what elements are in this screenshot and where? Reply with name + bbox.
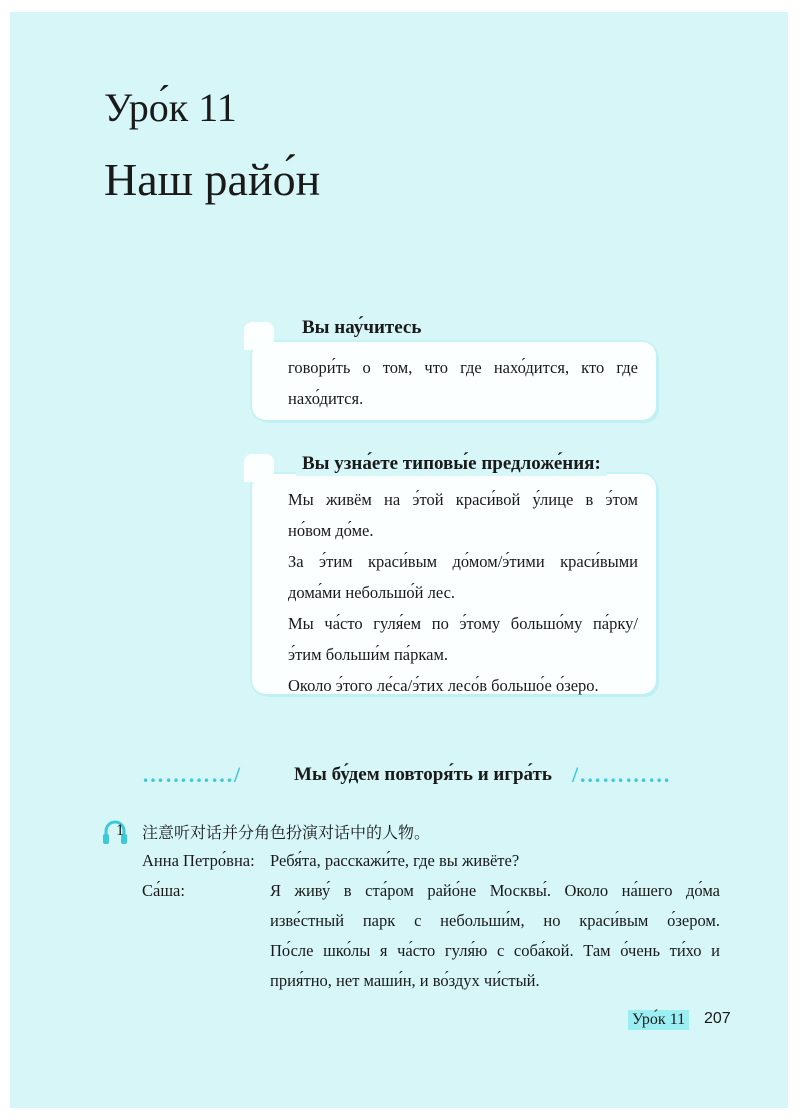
speech-line: прия́тно, нет маши́н, и во́здух чи́стый.: [270, 971, 540, 990]
lesson-title: Наш райо́н: [104, 154, 321, 205]
sentence-line: дома́ми небольшо́й лес.: [288, 583, 456, 602]
speech-text: [270, 846, 720, 876]
speech-line: Ребя́та, расскажи́те, где вы живёте?: [270, 851, 520, 870]
sentence-line: Около э́того ле́са/э́тих лесо́в большо́е о́зеро.: [288, 676, 599, 695]
learn-line: нахо́дится.: [288, 389, 364, 408]
section-title: Мы бу́дем повторя́ть и игра́ть: [294, 764, 552, 785]
sentence-line: э́тим больши́м па́ркам.: [288, 645, 449, 664]
learn-line: говори́ть о том, что где нахо́дится, кто где: [288, 358, 638, 377]
sentence-line: Мы ча́сто гуля́ем по э́тому большо́му па́рку/: [288, 614, 638, 633]
sentence-line: но́вом до́ме.: [288, 521, 374, 540]
card-tab: [244, 454, 274, 482]
page-number: 207: [704, 1010, 731, 1027]
speech-line: По́сле шко́лы я ча́сто гуля́ю с соба́кой. Там о́чень ти́хо и: [270, 941, 720, 960]
speech-line: Я живу́ в ста́ром райо́не Москвы́. Около на́шего до́ма: [270, 881, 720, 900]
speech-text: [270, 876, 720, 996]
footer-lesson-label: Уро́к 11: [628, 1010, 689, 1030]
speaker-name: Анна Петро́вна:: [142, 851, 255, 870]
typical-sentences-card: [252, 474, 656, 694]
learn-goals-heading: Вы нау́читесь: [296, 316, 427, 340]
headphones-icon[interactable]: [102, 818, 128, 846]
typical-sentences-heading: Вы узна́ете типовы́е предложе́ния:: [296, 452, 607, 476]
speech-line: изве́стный парк с небольши́м, но краси́вым о́зером.: [270, 911, 720, 930]
sentence-line: Мы живём на э́той краси́вой у́лице в э́том: [288, 490, 638, 509]
exercise-number: 1: [116, 822, 124, 839]
sentence-line: За э́тим краси́вым до́мом/э́тими краси́выми: [288, 552, 638, 571]
exercise-instruction: 注意听对话并分角色扮演对话中的人物。: [142, 823, 431, 842]
learn-goals-card: [252, 342, 656, 420]
card-tab: [244, 322, 274, 350]
lesson-number: Уро́к 11: [104, 85, 237, 130]
dots-left: …………/: [142, 762, 242, 787]
speaker-name: Са́ша:: [142, 881, 185, 900]
dots-right: /…………: [572, 762, 672, 787]
section-banner: [142, 762, 682, 792]
